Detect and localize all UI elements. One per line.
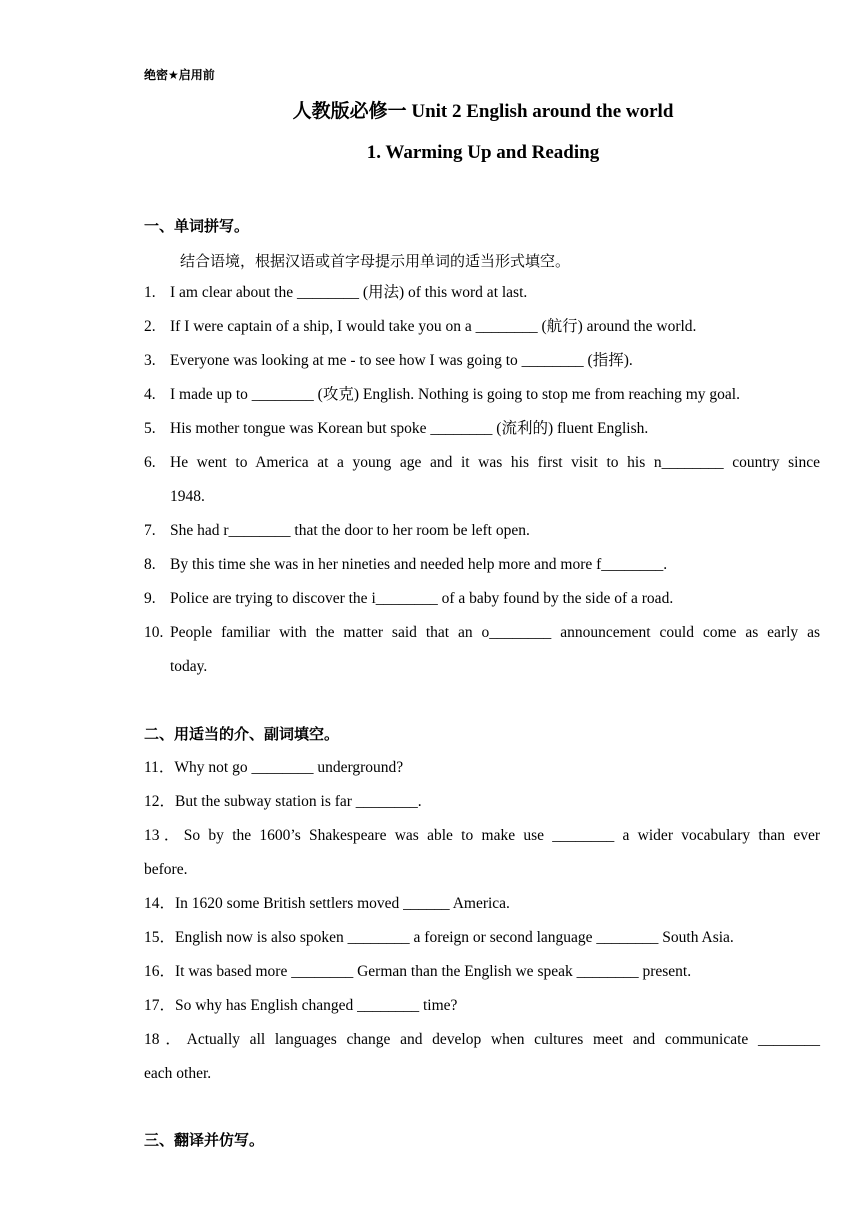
question-number: 5. (144, 420, 156, 437)
question-text-continuation: today. (170, 658, 208, 675)
question-text: His mother tongue was Korean but spoke ________ (流利的) fluent English. (170, 420, 649, 437)
question-text: I am clear about the ________ (用法) of this word at last. (170, 284, 528, 301)
question-text: She had r________ that the door to her room be left open. (170, 522, 530, 539)
question-text: He went to America at a young age and it was his first visit to his n________ country since (170, 454, 820, 471)
document-title: 人教版必修一 Unit 2 English around the world (292, 101, 674, 122)
question-13: 13．So by the 1600’s Shakespeare was able to make use ________ a wider vocabulary than ever (144, 827, 820, 844)
question-number: 1. (144, 284, 156, 301)
question-number: 10. (144, 624, 164, 641)
question-17: 17．So why has English changed ________ time? (144, 997, 458, 1014)
section3-heading: 三、翻译并仿写。 (144, 1131, 265, 1149)
question-number: 2. (144, 318, 156, 335)
question-18-continuation: each other. (144, 1065, 212, 1082)
question-text: Police are trying to discover the i________ of a baby found by the side of a road. (170, 590, 674, 607)
question-number: 3. (144, 352, 156, 369)
question-number: 8. (144, 556, 156, 573)
section1-heading: 一、单词拼写。 (144, 217, 250, 235)
question-14: 14．In 1620 some British settlers moved ______ America. (144, 895, 510, 912)
question-18: 18．Actually all languages change and develop when cultures meet and communicate ________ (144, 1031, 820, 1048)
question-number: 9. (144, 590, 156, 607)
question-11: 11．Why not go ________ underground? (144, 759, 404, 776)
question-number: 4. (144, 386, 156, 403)
question-text: By this time she was in her nineties and needed help more and more f________. (170, 556, 668, 573)
question-text: People familiar with the matter said that an o________ announcement could come as early as (170, 624, 820, 641)
confidential-mark: 绝密★启用前 (144, 68, 215, 82)
question-12: 12．But the subway station is far ________. (144, 793, 422, 810)
section1-instruction: 结合语境，根据汉语或首字母提示用单词的适当形式填空。 (180, 252, 571, 270)
question-text-continuation: 1948. (170, 488, 205, 505)
question-15: 15．English now is also spoken ________ a foreign or second language ________ South Asia. (144, 929, 734, 946)
question-text: If I were captain of a ship, I would take you on a ________ (航行) around the world. (170, 318, 697, 335)
question-text: Everyone was looking at me - to see how I was going to ________ (指挥). (170, 352, 633, 369)
document-subtitle: 1. Warming Up and Reading (366, 142, 600, 163)
question-number: 6. (144, 454, 156, 471)
question-16: 16．It was based more ________ German than the English we speak ________ present. (144, 963, 692, 980)
question-text: I made up to ________ (攻克) English. Nothing is going to stop me from reaching my goal. (170, 386, 740, 403)
section2-heading: 二、用适当的介、副词填空。 (144, 725, 340, 743)
question-number: 7. (144, 522, 156, 539)
question-13-continuation: before. (144, 861, 188, 878)
